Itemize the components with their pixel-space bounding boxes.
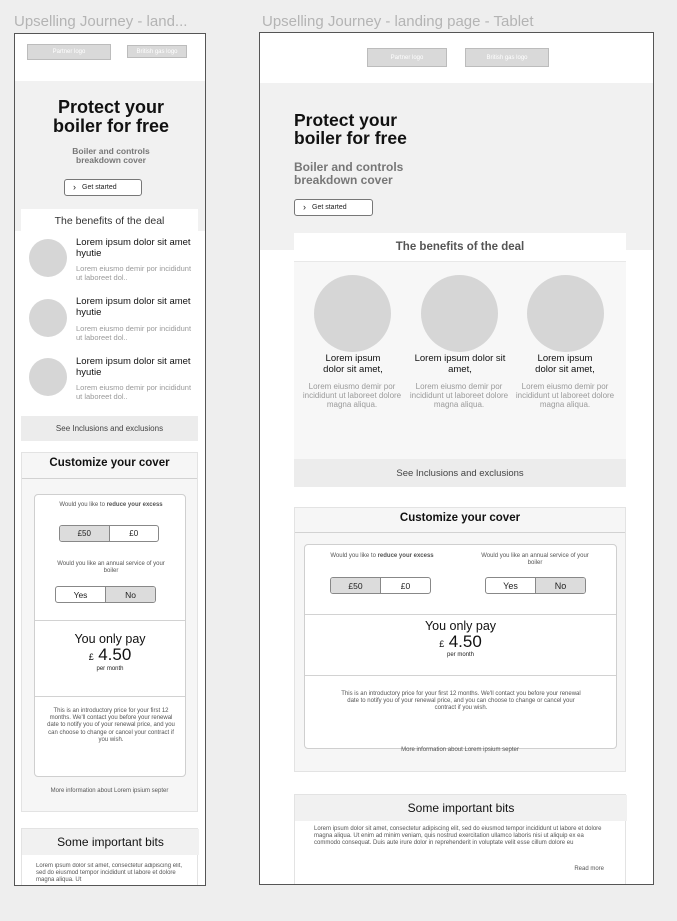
service-option-yes[interactable]: Yes: [73, 589, 88, 600]
price-period: per month: [446, 652, 474, 658]
benefits-card: [294, 233, 626, 487]
benefit-image: [29, 358, 67, 396]
price-display: [305, 632, 616, 652]
divider: [294, 261, 626, 262]
pay-label: You only pay: [424, 619, 497, 633]
hero-subtitle: Boiler and controls breakdown cover: [72, 146, 150, 166]
service-toggle: [55, 586, 156, 603]
excess-option-50[interactable]: £50: [331, 578, 380, 593]
service-question: Would you like an annual service of your boiler: [481, 553, 589, 567]
important-heading: Some important bits: [295, 795, 627, 821]
price-period: per month: [96, 666, 124, 672]
benefit-body: Lorem eiusmo demir por incididunt ut laboreet dol..: [76, 325, 192, 342]
benefit-title: Lorem ipsum dolor sit amet hyutie: [76, 296, 191, 318]
benefit-body: Lorem eiusmo demir por incididunt ut laboreet dolore magna aliqua.: [409, 382, 509, 410]
more-info-link[interactable]: More information about Lorem ipsium septer: [50, 788, 169, 794]
benefit-image: [527, 275, 604, 352]
pay-label: You only pay: [74, 632, 146, 646]
tablet-frame: [259, 32, 654, 885]
chevron-right-icon: ›: [73, 182, 76, 192]
more-info-link[interactable]: More information about Lorem ipsium septer: [401, 747, 519, 753]
tablet-board-title: Upselling Journey - landing page - Tablet: [262, 13, 534, 30]
mobile-board-title: Upselling Journey - land...: [14, 13, 188, 30]
benefit-title: Lorem ipsum dolor sit amet,: [414, 353, 506, 375]
benefit-image: [29, 239, 67, 277]
hero-subtitle: Boiler and controls breakdown cover: [294, 160, 404, 188]
customize-panel: [34, 494, 186, 777]
customize-section: [294, 507, 626, 772]
benefits-heading: The benefits of the deal: [54, 215, 165, 227]
excess-option-0[interactable]: £0: [109, 526, 159, 541]
benefit-body: Lorem eiusmo demir por incididunt ut laboreet dol..: [76, 384, 192, 401]
divider: [305, 675, 616, 676]
benefit-body: Lorem eiusmo demir por incididunt ut laboreet dol..: [76, 265, 192, 282]
partner-logo: Partner logo: [367, 48, 447, 67]
get-started-button[interactable]: [64, 179, 142, 196]
important-heading: Some important bits: [22, 829, 199, 855]
price-disclaimer: This is an introductory price for your first 12 months. We'll contact you before your renewal date to notify you of your renewal price, and you can choose to change or cancel your contract if you wish.: [341, 691, 581, 712]
divider: [35, 696, 185, 697]
service-option-no[interactable]: No: [535, 578, 585, 593]
price-disclaimer: This is an introductory price for your first 12 months. We'll contact you before your renewal date to notify you of your renewal price, and you can choose to change or cancel your contract if you wish.: [47, 708, 175, 743]
benefit-title: Lorem ipsum dolor sit amet,: [535, 353, 595, 375]
customize-panel: [304, 544, 617, 749]
benefits-card: [21, 209, 198, 441]
partner-logo: Partner logo: [27, 44, 111, 60]
mobile-frame: [14, 33, 206, 886]
benefit-body: Lorem eiusmo demir por incididunt ut laboreet dolore magna aliqua.: [302, 382, 402, 410]
benefit-title: Lorem ipsum dolor sit amet hyutie: [76, 237, 191, 259]
price-value: 4.50: [98, 645, 132, 664]
benefit-image: [421, 275, 498, 352]
read-more-link[interactable]: Read more: [574, 866, 604, 872]
divider: [35, 620, 185, 621]
benefit-image: [314, 275, 391, 352]
service-option-yes[interactable]: Yes: [503, 580, 518, 591]
get-started-label: Get started: [312, 204, 347, 211]
divider: [305, 614, 616, 615]
important-section: [21, 828, 198, 886]
benefits-heading: The benefits of the deal: [294, 233, 626, 261]
chevron-right-icon: ›: [303, 202, 306, 212]
benefit-title: Lorem ipsum dolor sit amet hyutie: [76, 356, 191, 378]
customize-section: [21, 452, 198, 812]
important-section: [294, 794, 626, 885]
important-body: Lorem ipsum dolor sit amet, consectetur adipiscing elit, sed do eiusmod tempor incididunt ut labore et dolore magna aliqua. Ut: [36, 863, 183, 884]
benefit-image: [29, 299, 67, 337]
service-question: Would you like an annual service of your boiler: [57, 561, 165, 575]
important-body: Lorem ipsum dolor sit amet, consectetur adipiscing elit, sed do eiusmod tempor incididunt ut labore et dolore magna aliqua. Ut enim ad minim veniam, quis nostrud exercitation ullamco laboris nisi ut aliquip ex ea commodo consequat. Duis aute irure dolor in reprehenderit in voluptate velit esse cillum dolore eu: [314, 826, 602, 847]
excess-question: Would you like to reduce your excess: [59, 502, 163, 508]
excess-option-50[interactable]: £50: [60, 526, 109, 541]
excess-question: Would you like to reduce your excess: [330, 553, 434, 559]
inclusions-link[interactable]: See Inclusions and exclusions: [294, 459, 626, 487]
excess-option-0[interactable]: £0: [380, 578, 430, 593]
service-toggle: [485, 577, 586, 594]
currency-symbol: £: [88, 652, 94, 662]
hero-title: Protect your boiler for free: [52, 97, 170, 136]
divider: [295, 532, 625, 533]
service-option-no[interactable]: No: [105, 587, 155, 602]
get-started-label: Get started: [82, 184, 117, 191]
price-display: [35, 645, 185, 665]
british-gas-logo: British gas logo: [465, 48, 549, 67]
currency-symbol: £: [439, 639, 445, 649]
benefit-title: Lorem ipsum dolor sit amet,: [323, 353, 383, 375]
customize-heading: Customize your cover: [49, 457, 170, 469]
price-value: 4.50: [448, 632, 482, 651]
inclusions-link[interactable]: See Inclusions and exclusions: [21, 416, 198, 441]
customize-heading: Customize your cover: [399, 512, 521, 524]
benefit-body: Lorem eiusmo demir por incididunt ut laboreet dolore magna aliqua.: [515, 382, 615, 410]
excess-toggle: [330, 577, 431, 594]
excess-toggle: [59, 525, 159, 542]
divider: [22, 478, 197, 479]
british-gas-logo: British gas logo: [127, 45, 187, 58]
get-started-button[interactable]: [294, 199, 373, 216]
hero-title: Protect your boiler for free: [294, 110, 407, 149]
